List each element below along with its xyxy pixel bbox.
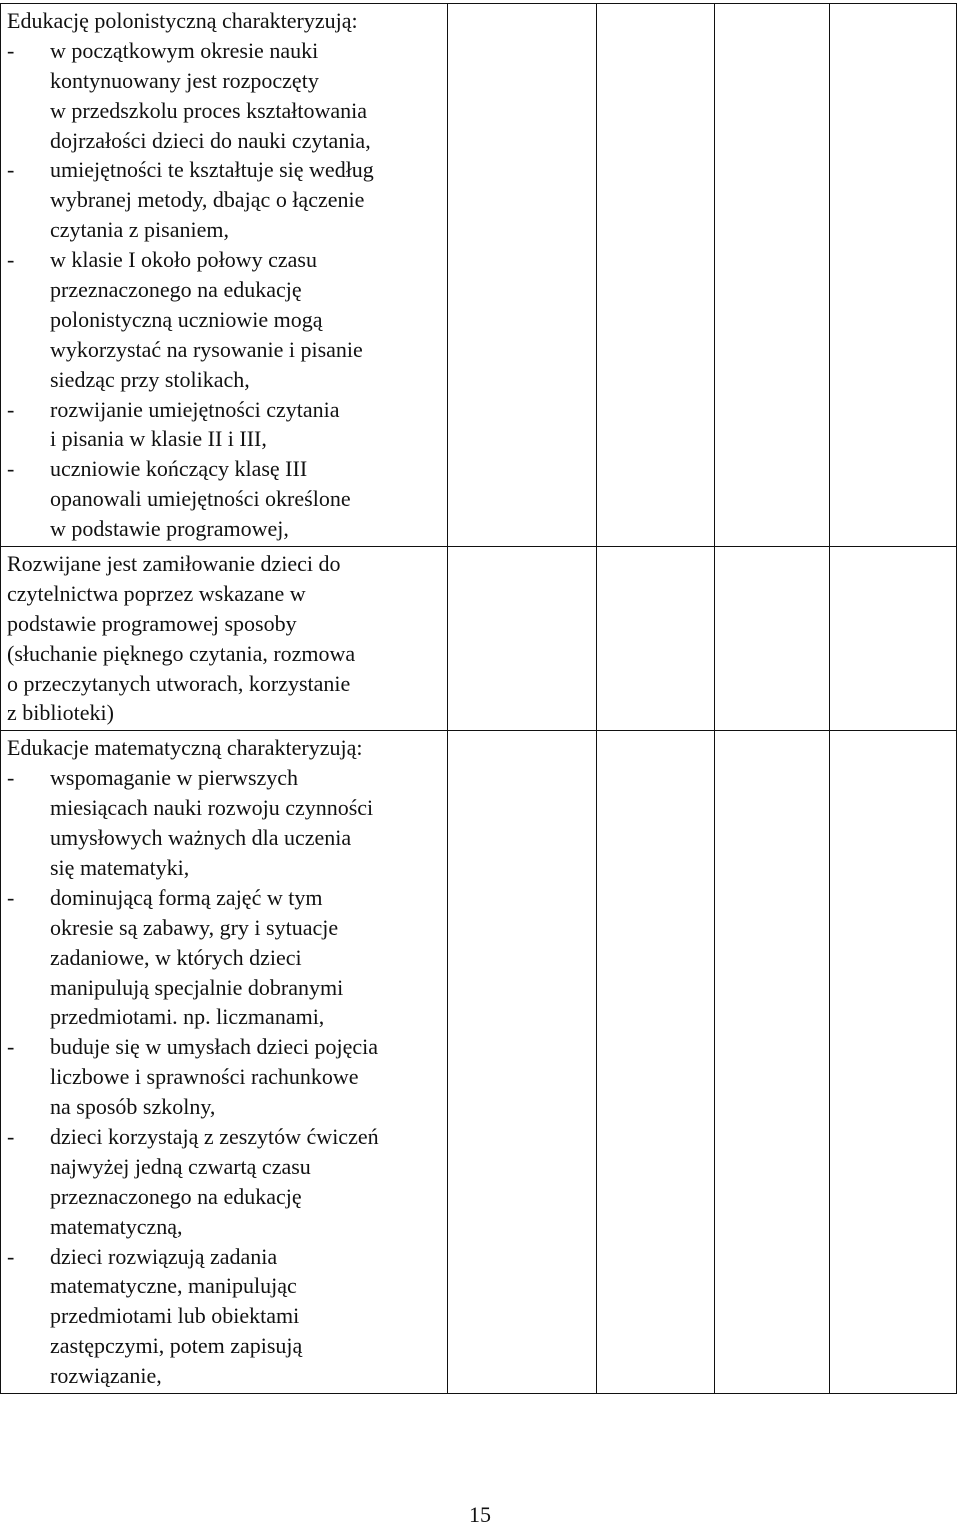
- line-text: na sposób szkolny,: [50, 1094, 216, 1120]
- text-line: [7, 609, 447, 639]
- continuation-line: [7, 185, 447, 215]
- bullet-line: [7, 763, 447, 793]
- line-text: i pisania w klasie II i III,: [50, 426, 267, 452]
- line-text: siedząc przy stolikach,: [50, 366, 250, 392]
- line-text: się matematyki,: [50, 854, 190, 880]
- page-number: 15: [469, 1502, 491, 1527]
- bullet-line: [7, 1122, 447, 1152]
- line-text: manipulują specjalnie dobranymi: [50, 974, 344, 1000]
- table-row: [1, 4, 957, 547]
- continuation-line: [7, 1301, 447, 1331]
- text-line: [7, 639, 447, 669]
- line-text: w przedszkolu proces kształtowania: [50, 97, 368, 123]
- empty-assessment-cell: [597, 547, 715, 731]
- continuation-line: [7, 853, 447, 883]
- line-text: uczniowie kończący klasę III: [50, 456, 308, 482]
- continuation-line: [7, 943, 447, 973]
- continuation-line: [7, 1212, 447, 1242]
- text-line: [7, 549, 447, 579]
- continuation-line: [7, 96, 447, 126]
- line-text: polonistyczną uczniowie mogą: [50, 306, 323, 332]
- criteria-cell: [1, 731, 448, 1394]
- line-text: przedmiotami. np. liczmanami,: [50, 1004, 325, 1030]
- bullet-marker: -: [7, 396, 15, 422]
- line-text: przedmiotami lub obiektami: [50, 1303, 300, 1329]
- line-text: w klasie I około połowy czasu: [50, 247, 317, 273]
- line-text: Rozwijane jest zamiłowanie dzieci do: [7, 551, 341, 577]
- text-line: [7, 6, 447, 36]
- empty-assessment-cell: [715, 4, 830, 547]
- continuation-line: [7, 1182, 447, 1212]
- line-text: o przeczytanych utworach, korzystanie: [7, 670, 351, 696]
- line-text: czytelnictwa poprzez wskazane w: [7, 580, 306, 606]
- line-text: podstawie programowej sposoby: [7, 610, 297, 636]
- line-text: Edukację polonistyczną charakteryzują:: [7, 8, 358, 33]
- bullet-marker: -: [7, 1034, 15, 1060]
- line-text: buduje się w umysłach dzieci pojęcia: [50, 1034, 379, 1060]
- continuation-line: [7, 1361, 447, 1391]
- bullet-marker: -: [7, 1123, 15, 1149]
- continuation-line: [7, 1092, 447, 1122]
- document-table: [0, 3, 957, 1394]
- bullet-marker: -: [7, 765, 15, 791]
- criteria-cell: [1, 4, 448, 547]
- bullet-marker: -: [7, 157, 15, 183]
- line-text: (słuchanie pięknego czytania, rozmowa: [7, 640, 356, 666]
- continuation-line: [7, 275, 447, 305]
- continuation-line: [7, 424, 447, 454]
- empty-assessment-cell: [715, 547, 830, 731]
- continuation-line: [7, 484, 447, 514]
- bullet-line: [7, 395, 447, 425]
- line-text: rozwiązanie,: [50, 1363, 162, 1389]
- line-text: Edukacje matematyczną charakteryzują:: [7, 735, 363, 761]
- line-text: dominującą formą zajęć w tym: [50, 884, 323, 910]
- criteria-cell: [1, 547, 448, 731]
- text-line: [7, 698, 447, 728]
- empty-assessment-cell: [830, 547, 957, 731]
- line-text: zastępczymi, potem zapisują: [50, 1333, 303, 1359]
- bullet-marker: -: [7, 884, 15, 910]
- empty-assessment-cell: [597, 4, 715, 547]
- line-text: czytania z pisaniem,: [50, 217, 229, 243]
- line-text: przeznaczonego na edukację: [50, 277, 302, 303]
- line-text: zadaniowe, w których dzieci: [50, 944, 302, 970]
- empty-assessment-cell: [448, 731, 597, 1394]
- continuation-line: [7, 1271, 447, 1301]
- empty-assessment-cell: [830, 731, 957, 1394]
- text-line: [7, 669, 447, 699]
- empty-assessment-cell: [597, 731, 715, 1394]
- continuation-line: [7, 305, 447, 335]
- line-text: miesiącach nauki rozwoju czynności: [50, 795, 374, 821]
- bullet-marker: -: [7, 456, 15, 482]
- line-text: z biblioteki): [7, 700, 114, 726]
- line-text: dzieci korzystają z zeszytów ćwiczeń: [50, 1123, 379, 1149]
- continuation-line: [7, 514, 447, 544]
- bullet-marker: -: [7, 247, 15, 273]
- line-text: wybranej metody, dbając o łączenie: [50, 187, 365, 213]
- continuation-line: [7, 1152, 447, 1182]
- continuation-line: [7, 1062, 447, 1092]
- continuation-line: [7, 913, 447, 943]
- line-text: w początkowym okresie nauki: [50, 37, 319, 63]
- line-text: rozwijanie umiejętności czytania: [50, 396, 340, 422]
- bullet-line: [7, 883, 447, 913]
- empty-assessment-cell: [448, 4, 597, 547]
- line-text: wykorzystać na rysowanie i pisanie: [50, 336, 363, 362]
- continuation-line: [7, 215, 447, 245]
- line-text: dojrzałości dzieci do nauki czytania,: [50, 127, 371, 153]
- line-text: najwyżej jedną czwartą czasu: [50, 1153, 311, 1179]
- bullet-marker: -: [7, 37, 15, 63]
- continuation-line: [7, 335, 447, 365]
- text-line: [7, 579, 447, 609]
- continuation-line: [7, 973, 447, 1003]
- line-text: opanowali umiejętności określone: [50, 486, 351, 512]
- line-text: dzieci rozwiązują zadania: [50, 1243, 278, 1269]
- line-text: przeznaczonego na edukację: [50, 1183, 302, 1209]
- continuation-line: [7, 365, 447, 395]
- bullet-line: [7, 36, 447, 66]
- bullet-marker: -: [7, 1243, 15, 1269]
- empty-assessment-cell: [448, 547, 597, 731]
- continuation-line: [7, 66, 447, 96]
- line-text: kontynuowany jest rozpoczęty: [50, 67, 319, 93]
- table-row: [1, 547, 957, 731]
- line-text: okresie są zabawy, gry i sytuacje: [50, 914, 339, 940]
- continuation-line: [7, 823, 447, 853]
- line-text: wspomaganie w pierwszych: [50, 765, 299, 791]
- bullet-line: [7, 1032, 447, 1062]
- bullet-line: [7, 245, 447, 275]
- line-text: liczbowe i sprawności rachunkowe: [50, 1064, 359, 1090]
- bullet-line: [7, 1242, 447, 1272]
- line-text: umiejętności te kształtuje się według: [50, 157, 374, 183]
- text-line: [7, 733, 447, 763]
- continuation-line: [7, 793, 447, 823]
- bullet-line: [7, 454, 447, 484]
- table-row: [1, 731, 957, 1394]
- line-text: matematyczne, manipulując: [50, 1273, 297, 1299]
- line-text: w podstawie programowej,: [50, 516, 289, 542]
- empty-assessment-cell: [830, 4, 957, 547]
- continuation-line: [7, 126, 447, 156]
- continuation-line: [7, 1002, 447, 1032]
- continuation-line: [7, 1331, 447, 1361]
- empty-assessment-cell: [715, 731, 830, 1394]
- line-text: umysłowych ważnych dla uczenia: [50, 825, 352, 851]
- line-text: matematyczną,: [50, 1213, 183, 1239]
- bullet-line: [7, 155, 447, 185]
